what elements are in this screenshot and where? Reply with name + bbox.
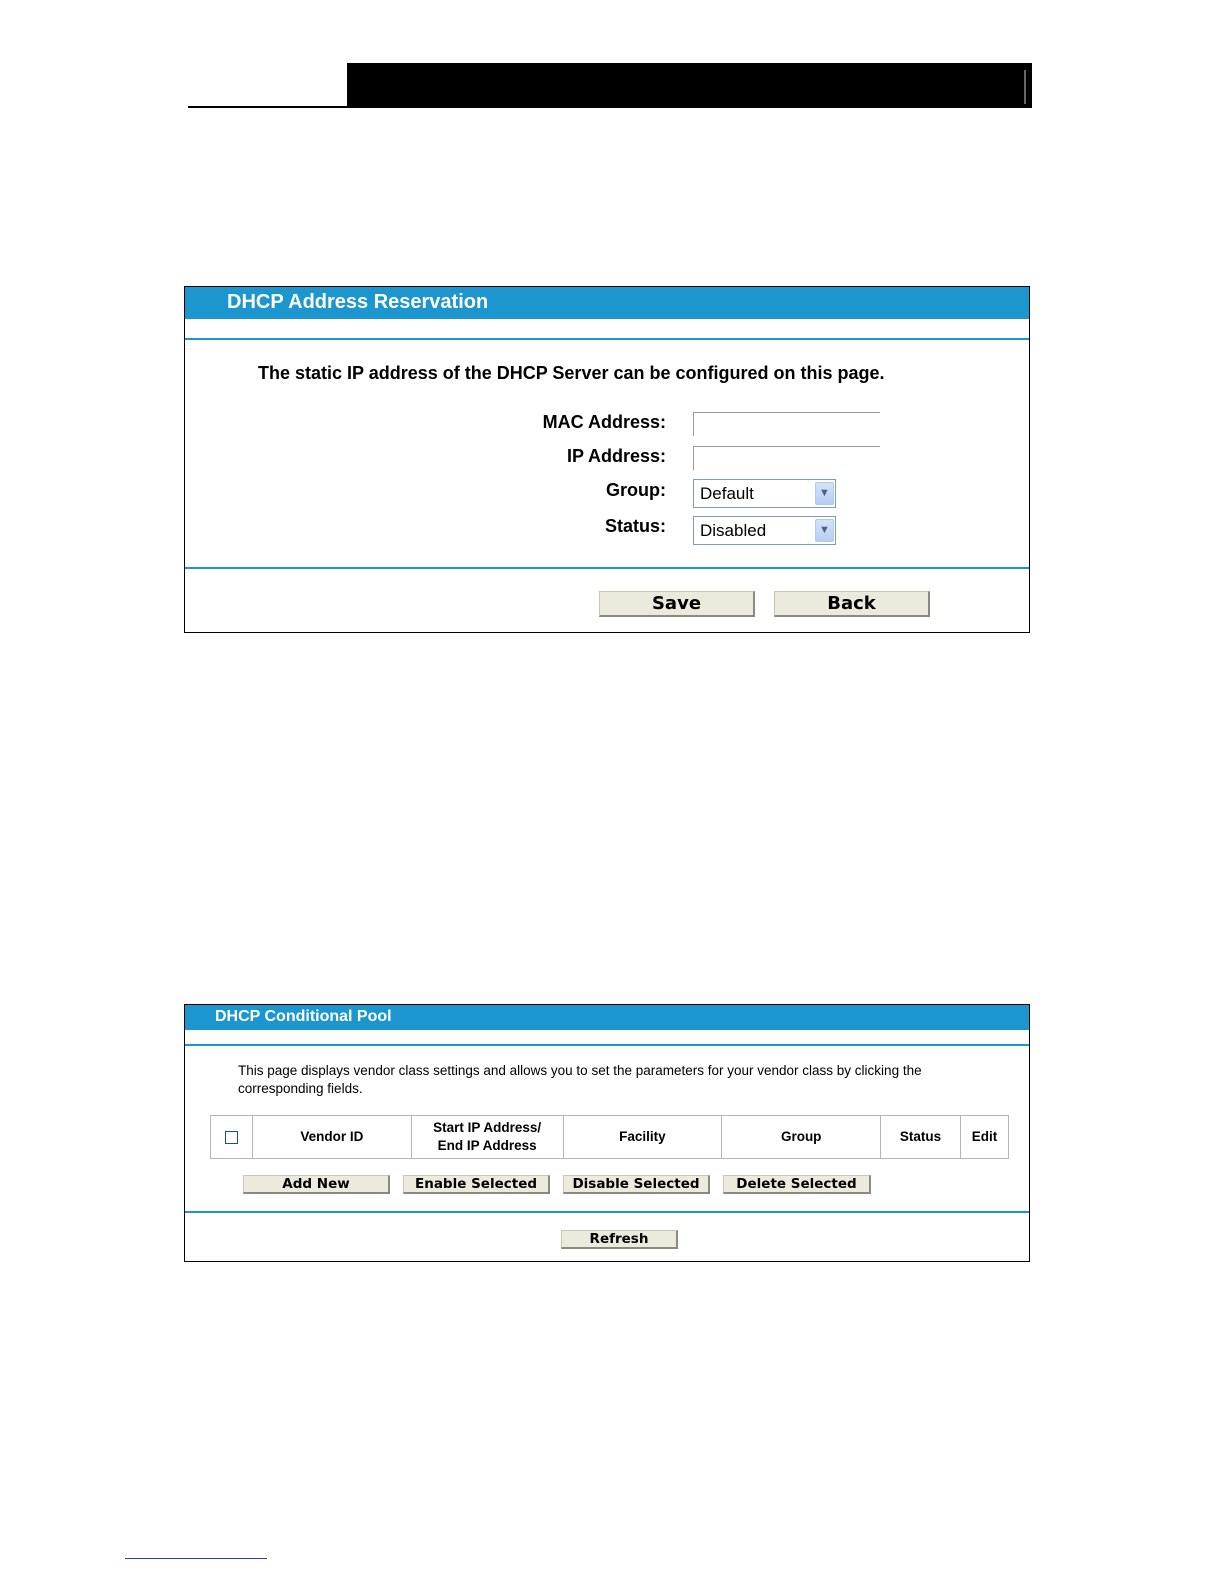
column-group: Group — [722, 1116, 881, 1159]
enable-selected-button[interactable]: Enable Selected — [403, 1175, 550, 1194]
column-edit: Edit — [961, 1116, 1009, 1159]
save-button[interactable]: Save — [599, 591, 755, 617]
mac-address-input[interactable] — [693, 412, 880, 436]
document-header-bar — [347, 63, 1032, 108]
document-header-rule — [188, 106, 1032, 108]
column-vendor-id: Vendor ID — [252, 1116, 411, 1159]
checkbox-icon[interactable] — [225, 1131, 238, 1144]
select-all-cell — [211, 1116, 253, 1159]
column-ip-line1: Start IP Address/ — [433, 1120, 542, 1135]
ip-address-input[interactable] — [693, 446, 880, 470]
panel-title: DHCP Address Reservation — [185, 287, 1029, 319]
status-select-value: Disabled — [700, 521, 767, 540]
column-ip-address — [411, 1116, 563, 1159]
group-select-value: Default — [700, 484, 754, 503]
vendor-class-table — [210, 1115, 1009, 1159]
back-button[interactable]: Back — [774, 591, 930, 617]
refresh-button[interactable]: Refresh — [561, 1230, 678, 1249]
page-description: The static IP address of the DHCP Server can be configured on this page. — [258, 363, 885, 383]
column-status: Status — [881, 1116, 961, 1159]
group-label: Group: — [606, 480, 666, 500]
dhcp-conditional-pool-panel — [184, 1004, 1030, 1262]
status-label: Status: — [604, 516, 666, 536]
divider — [185, 1211, 1029, 1213]
mac-address-label: MAC Address: — [542, 412, 666, 432]
add-new-button[interactable]: Add New — [243, 1175, 390, 1194]
disable-selected-button[interactable]: Disable Selected — [563, 1175, 710, 1194]
ip-address-label: IP Address: — [566, 446, 666, 466]
column-ip-line2: End IP Address — [437, 1138, 537, 1153]
panel-title: DHCP Conditional Pool — [185, 1005, 1029, 1030]
divider — [185, 1044, 1029, 1046]
document-header-divider — [1024, 70, 1026, 104]
footer-link-underline — [125, 1558, 267, 1559]
column-facility: Facility — [563, 1116, 722, 1159]
page-description: This page displays vendor class settings and allows you to set the parameters for your vendor class by clicking the corresponding fields. — [238, 1063, 922, 1096]
chevron-down-icon[interactable]: ▼ — [815, 519, 834, 542]
status-select[interactable] — [693, 516, 836, 545]
divider — [185, 338, 1029, 340]
dhcp-address-reservation-panel — [184, 286, 1030, 633]
group-select[interactable] — [693, 479, 836, 508]
delete-selected-button[interactable]: Delete Selected — [723, 1175, 871, 1194]
chevron-down-icon[interactable]: ▼ — [815, 482, 834, 505]
divider — [185, 567, 1029, 569]
table-header-row — [211, 1116, 1009, 1159]
